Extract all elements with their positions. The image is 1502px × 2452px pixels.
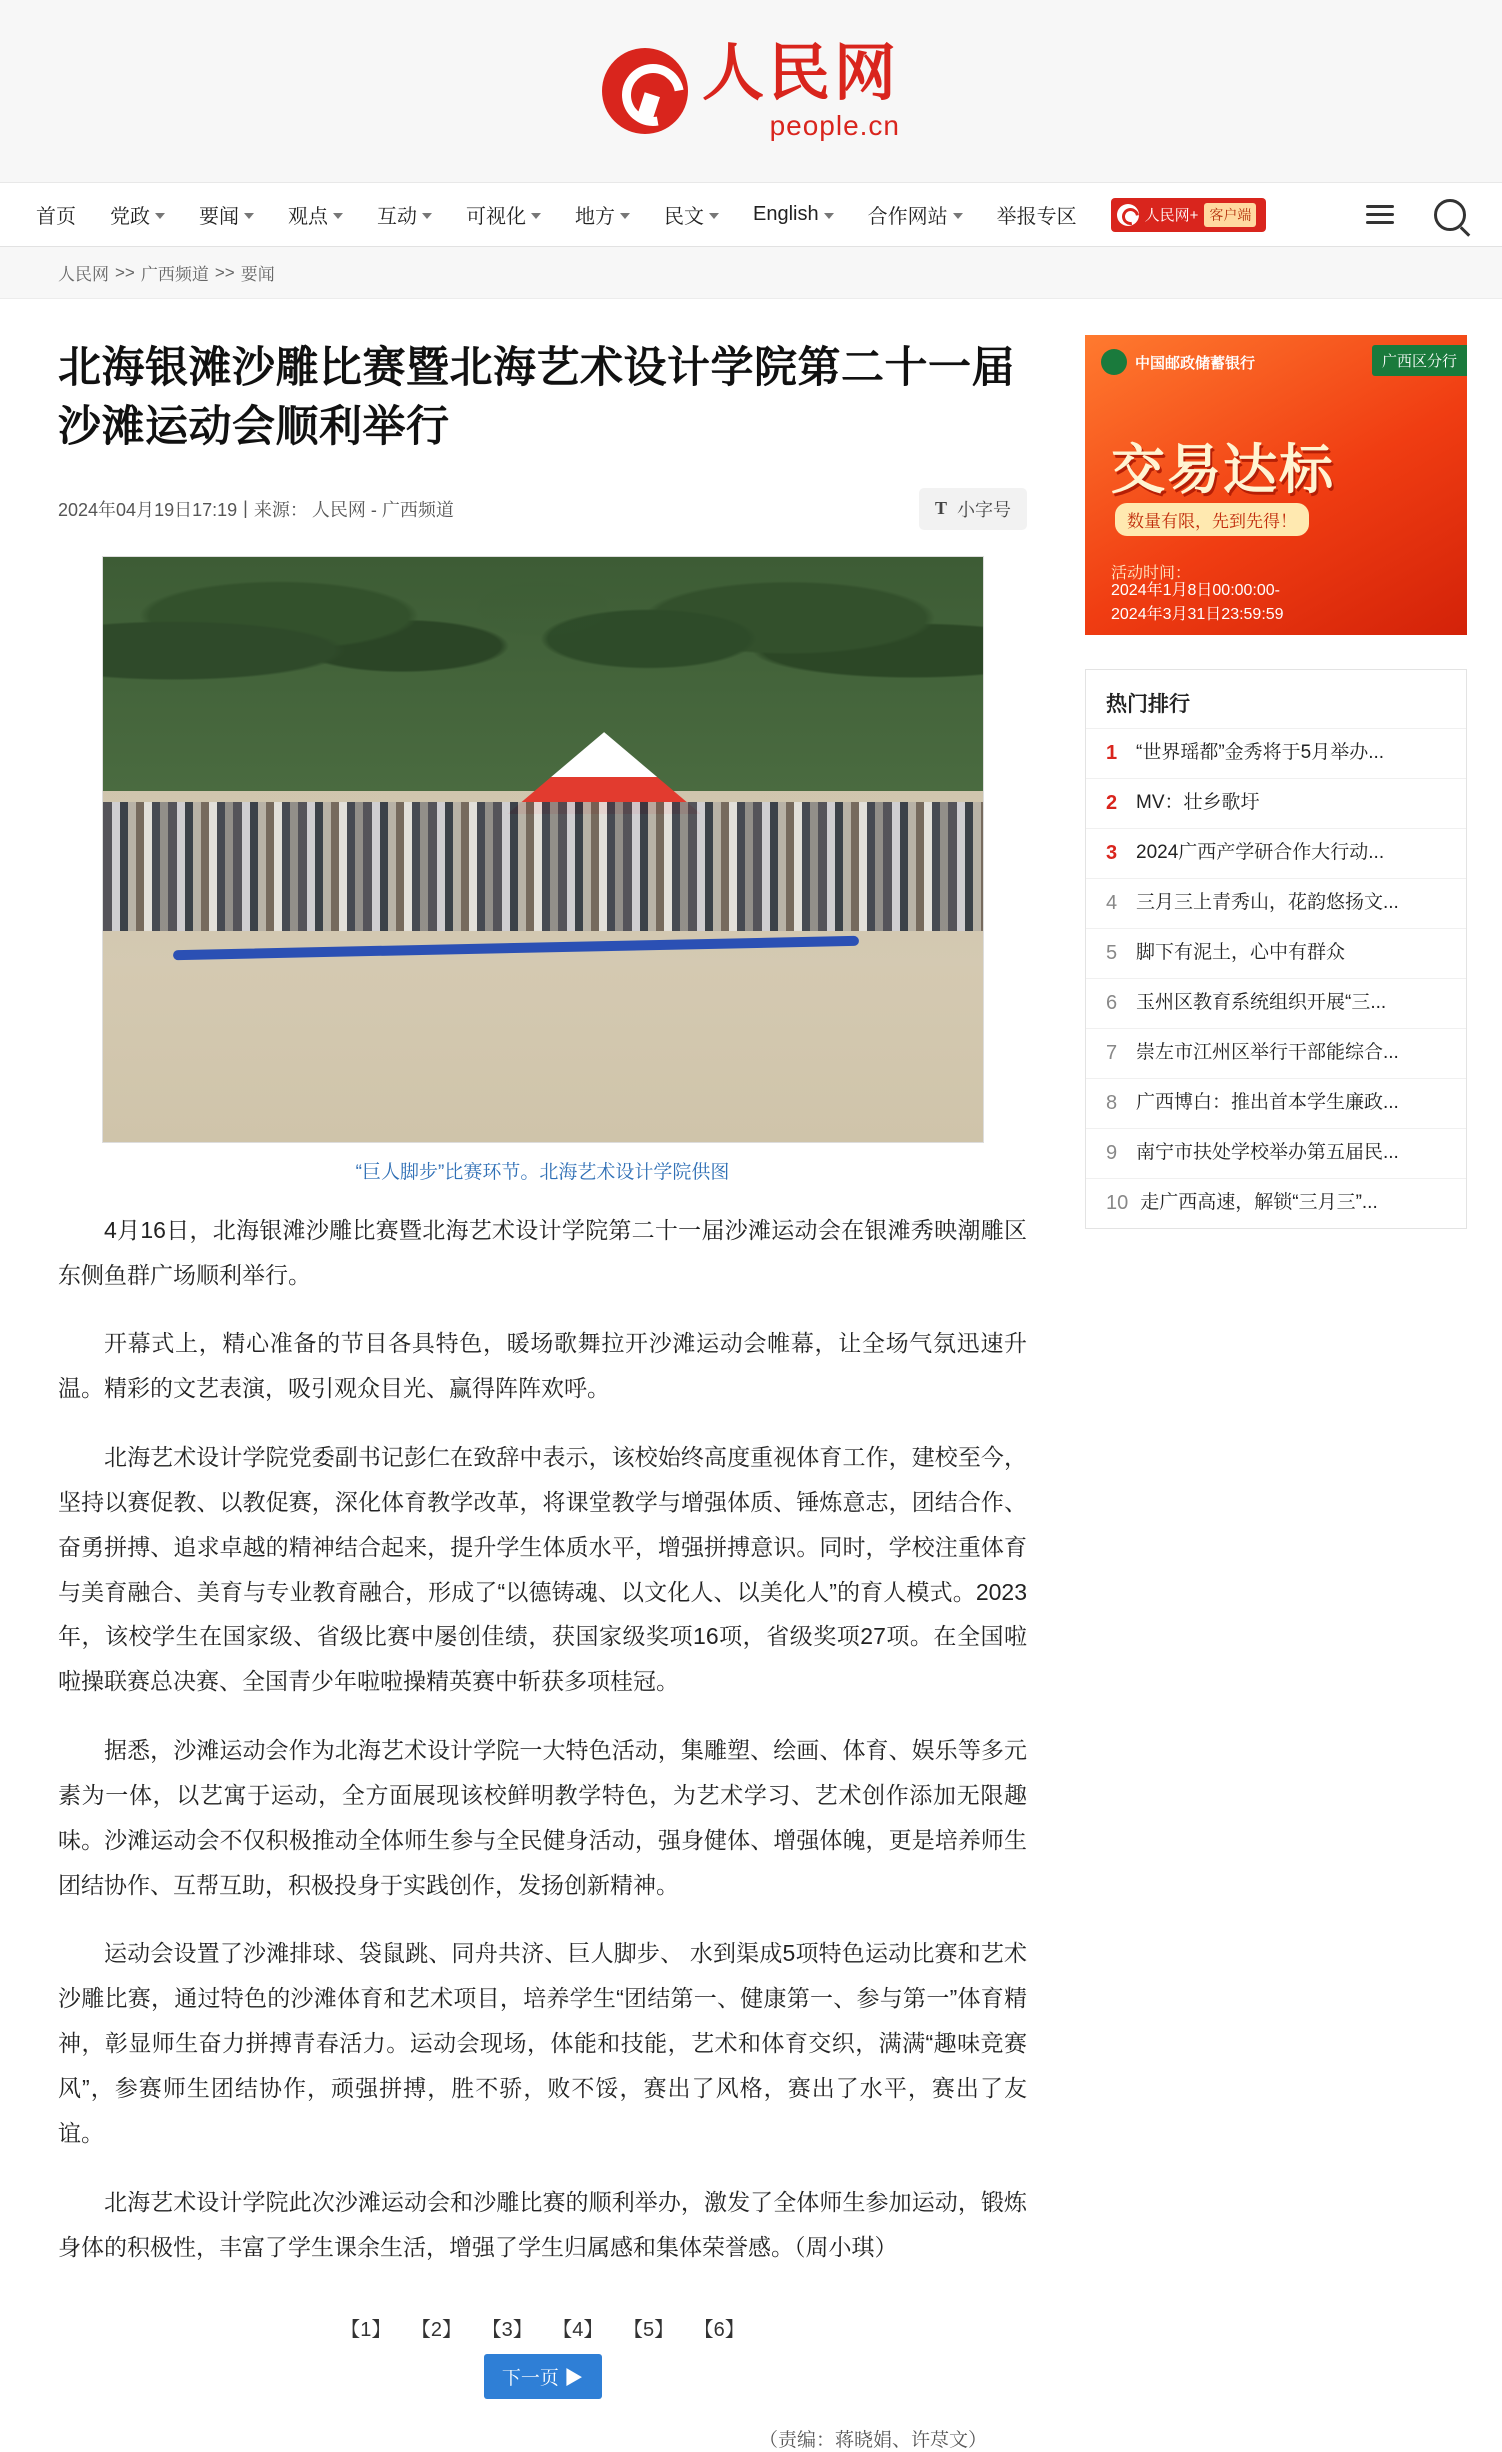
logo-chinese-text: 人民网 [701,36,900,109]
sidebar [1085,299,1502,2452]
nav-item-8[interactable] [753,203,834,226]
logo-english-text: people.cn [769,110,900,141]
chevron-down-icon [953,213,963,219]
breadcrumb-item-1[interactable]: 广西频道 [140,265,209,284]
article-paragraph: 开幕式上，精心准备的节目各具特色，暖场歌舞拉开沙滩运动会帷幕，让全场气氛迅速升温。精彩的文艺表演，吸引观众目光、赢得阵阵欢呼。 [58,1330,1027,1402]
article-paragraph: 据悉，沙滩运动会作为北海艺术设计学院一大特色活动，集雕塑、绘画、体育、娱乐等多元素为一体，以艺寓于运动，全方面展现该校鲜明教学特色，为艺术学习、艺术创作添加无限趣味。沙滩运动会不仅积极推动全体师生参与全民健身活动，强身健体、增强体魄，更是培养师生团结协作、互帮互助，积极投身于实践创作，发扬创新精神。 [58,1737,1027,1898]
list-item[interactable] [1086,878,1466,928]
chevron-down-icon [244,213,254,219]
list-item[interactable] [1086,978,1466,1028]
nav-item-7[interactable] [664,200,719,229]
page-link-4[interactable]: 【4】 [552,2319,604,2342]
nav-item-4[interactable] [377,200,432,229]
hot-ranking-title: 热门排行 [1106,693,1190,716]
rank-text: 广西博白：推出首本学生廉政... [1136,1092,1399,1113]
rank-number: 3 [1106,842,1118,864]
rank-number: 5 [1106,942,1118,964]
list-item[interactable] [1086,828,1466,878]
rank-text: 2024广西产学研合作大行动... [1136,842,1385,863]
ad-subtitle: 数量有限，先到先得！ [1115,503,1309,536]
article-paragraph: 4月16日，北海银滩沙雕比赛暨北海艺术设计学院第二十一届沙滩运动会在银滩秀映潮雕区东侧鱼群广场顺利举行。 [58,1216,1027,1288]
chevron-down-icon [155,213,165,219]
editor-credit: （责编：蒋晓娟、许荩文） [758,2430,987,2452]
rank-text: 玉州区教育系统组织开展“三... [1136,992,1387,1013]
nav-item-1[interactable] [110,200,165,229]
photo-trees [103,557,983,791]
rank-text: 走广西高速，解锁“三月三”... [1140,1192,1378,1213]
nav-label: 可视化 [466,206,526,228]
hamburger-icon[interactable] [1366,200,1394,229]
ad-date-start: 2024年1月8日00:00:00- [1111,582,1281,599]
list-item[interactable] [1086,778,1466,828]
nav-label: 观点 [288,206,328,228]
page-body [0,299,1502,2452]
rank-number: 10 [1106,1192,1129,1214]
nav-item-9[interactable] [868,200,963,229]
nav-label: English [753,203,819,225]
breadcrumb-separator: >> [115,262,135,282]
source-name[interactable]: 人民网 - 广西频道 [311,499,454,520]
app-pill-label: 客户端 [1204,203,1256,227]
sidebar-advertisement[interactable] [1085,335,1467,635]
list-item[interactable] [1086,1028,1466,1078]
article-meta [58,488,1027,530]
ad-date-end: 2024年3月31日23:59:59 [1111,606,1284,623]
font-size-control[interactable] [919,488,1027,530]
nav-label: 互动 [377,206,417,228]
nav-label: 首页 [36,206,76,228]
chevron-down-icon [422,213,432,219]
chevron-down-icon [531,213,541,219]
publish-date: 2024年04月19日17:19 [58,499,238,520]
chevron-down-icon [333,213,343,219]
ad-title: 交易达标 [1111,440,1335,500]
nav-item-2[interactable] [199,200,254,229]
hot-ranking-panel [1085,669,1467,1229]
rank-text: 崇左市江州区举行干部能综合... [1136,1042,1399,1063]
article-column [0,299,1085,2452]
list-item[interactable] [1086,728,1466,778]
rank-text: 三月三上青秀山，花韵悠扬文... [1136,892,1399,913]
rank-number: 4 [1106,892,1118,914]
article-photo [102,556,984,1143]
rank-number: 8 [1106,1092,1118,1114]
chevron-down-icon [824,213,834,219]
breadcrumb-separator: >> [214,262,235,282]
ad-bank-name: 中国邮政储蓄银行 [1135,354,1256,372]
nav-label: 地方 [575,206,615,228]
rank-text: 南宁市扶处学校举办第五届民... [1136,1142,1399,1163]
pagination [58,2313,1027,2342]
list-item[interactable] [1086,928,1466,978]
next-page-button[interactable]: 下一页 ▶ [484,2354,602,2399]
people-logo-small-icon [1117,204,1139,226]
nav-item-0[interactable] [36,200,76,229]
meta-divider: | [243,498,248,519]
font-size-label: 小字号 [957,499,1011,520]
chevron-down-icon [620,213,630,219]
nav-item-10[interactable] [997,200,1077,229]
site-logo[interactable] [602,36,900,141]
photo-rope [173,936,859,960]
main-navigation [0,183,1502,247]
list-item[interactable] [1086,1178,1466,1228]
page-link-6[interactable]: 【6】 [693,2319,745,2342]
next-page-label: 下一页 [501,2368,559,2390]
article-figure [58,556,1027,1184]
nav-label: 合作网站 [867,206,948,228]
ad-time-label: 活动时间： [1111,565,1192,582]
image-caption: “巨人脚步”比赛环节。北海艺术设计学院供图 [355,1161,730,1183]
nav-label: 要闻 [199,206,239,228]
source-label: 来源： [253,499,308,520]
page-link-2[interactable]: 【2】 [410,2319,463,2342]
rank-number: 1 [1106,742,1118,764]
rank-number: 2 [1106,792,1118,814]
bank-logo-icon [1101,349,1127,375]
article-paragraph: 北海艺术设计学院此次沙滩运动会和沙雕比赛的顺利举办，激发了全体师生参加运动，锻炼身体的积极性，丰富了学生课余生活，增强了学生归属感和集体荣誉感。（周小琪） [58,2188,1027,2260]
page-title: 北海银滩沙雕比赛暨北海艺术设计学院第二十一届沙滩运动会顺利举行 [58,344,1015,452]
people-cn-logo-icon [602,48,688,134]
nav-item-6[interactable] [575,200,630,229]
rank-text: MV：壮乡歌圩 [1136,792,1260,813]
breadcrumb-item-0[interactable]: 人民网 [58,265,109,284]
search-icon[interactable] [1434,199,1466,231]
article-paragraph: 运动会设置了沙滩排球、袋鼠跳、同舟共济、巨人脚步、 水到渠成5项特色运动比赛和艺术沙雕比赛，通过特色的沙滩体育和艺术项目，培养学生“团结第一、健康第一、参与第一”体育精神，彰显师生奋力拼搏青春活力。运动会现场，体能和技能，艺术和体育交织，满满“趣味竞赛风”，参赛师生团结协作，顽强拼搏，胜不骄，败不馁，赛出了风格，赛出了水平，赛出了友谊。 [58,1940,1027,2146]
page-link-3[interactable]: 【3】 [481,2319,533,2342]
rank-number: 9 [1106,1142,1118,1164]
list-item[interactable] [1086,1078,1466,1128]
nav-item-3[interactable] [288,200,343,229]
nav-label: 民文 [664,206,704,228]
photo-crowd [103,802,983,931]
app-label: 人民网+ [1144,207,1199,224]
ad-region-tag: 广西区分行 [1372,345,1467,376]
nav-item-5[interactable] [466,200,541,229]
ad-dates [1111,579,1284,627]
rank-number: 7 [1106,1042,1118,1064]
font-size-icon: T [934,498,947,519]
breadcrumb-item-2[interactable]: 要闻 [240,265,275,284]
photo-sand [103,966,983,1142]
rank-text: 脚下有泥土，心中有群众 [1136,942,1346,963]
article-paragraph: 北海艺术设计学院党委副书记彭仁在致辞中表示，该校始终高度重视体育工作，建校至今，坚持以赛促教、以教促赛，深化体育教学改革，将课堂教学与增强体质、锤炼意志，团结合作、奋勇拼搏、追求卓越的精神结合起来，提升学生体质水平，增强拼搏意识。同时，学校注重体育与美育融合、美育与专业教育融合，形成了“以德铸魂、以文化人、以美化人”的育人模式。2023年，该校学生在国家级、省级比赛中屡创佳绩，获国家级奖项16项，省级奖项27项。在全国啦啦操联赛总决赛、全国青少年啦啦操精英赛中斩获多项桂冠。 [58,1444,1027,1695]
page-link-5[interactable]: 【5】 [622,2319,675,2342]
site-header [0,0,1502,183]
chevron-down-icon [709,213,719,219]
app-download-button[interactable] [1111,198,1267,232]
breadcrumb [0,247,1502,299]
page-link-1[interactable]: 【1】 [340,2319,392,2342]
nav-label: 举报专区 [996,206,1077,228]
rank-number: 6 [1106,992,1118,1014]
ad-bank-logo [1101,349,1255,375]
nav-label: 党政 [110,206,150,228]
rank-text: “世界瑶都”金秀将于5月举办... [1136,742,1385,763]
list-item[interactable] [1086,1128,1466,1178]
